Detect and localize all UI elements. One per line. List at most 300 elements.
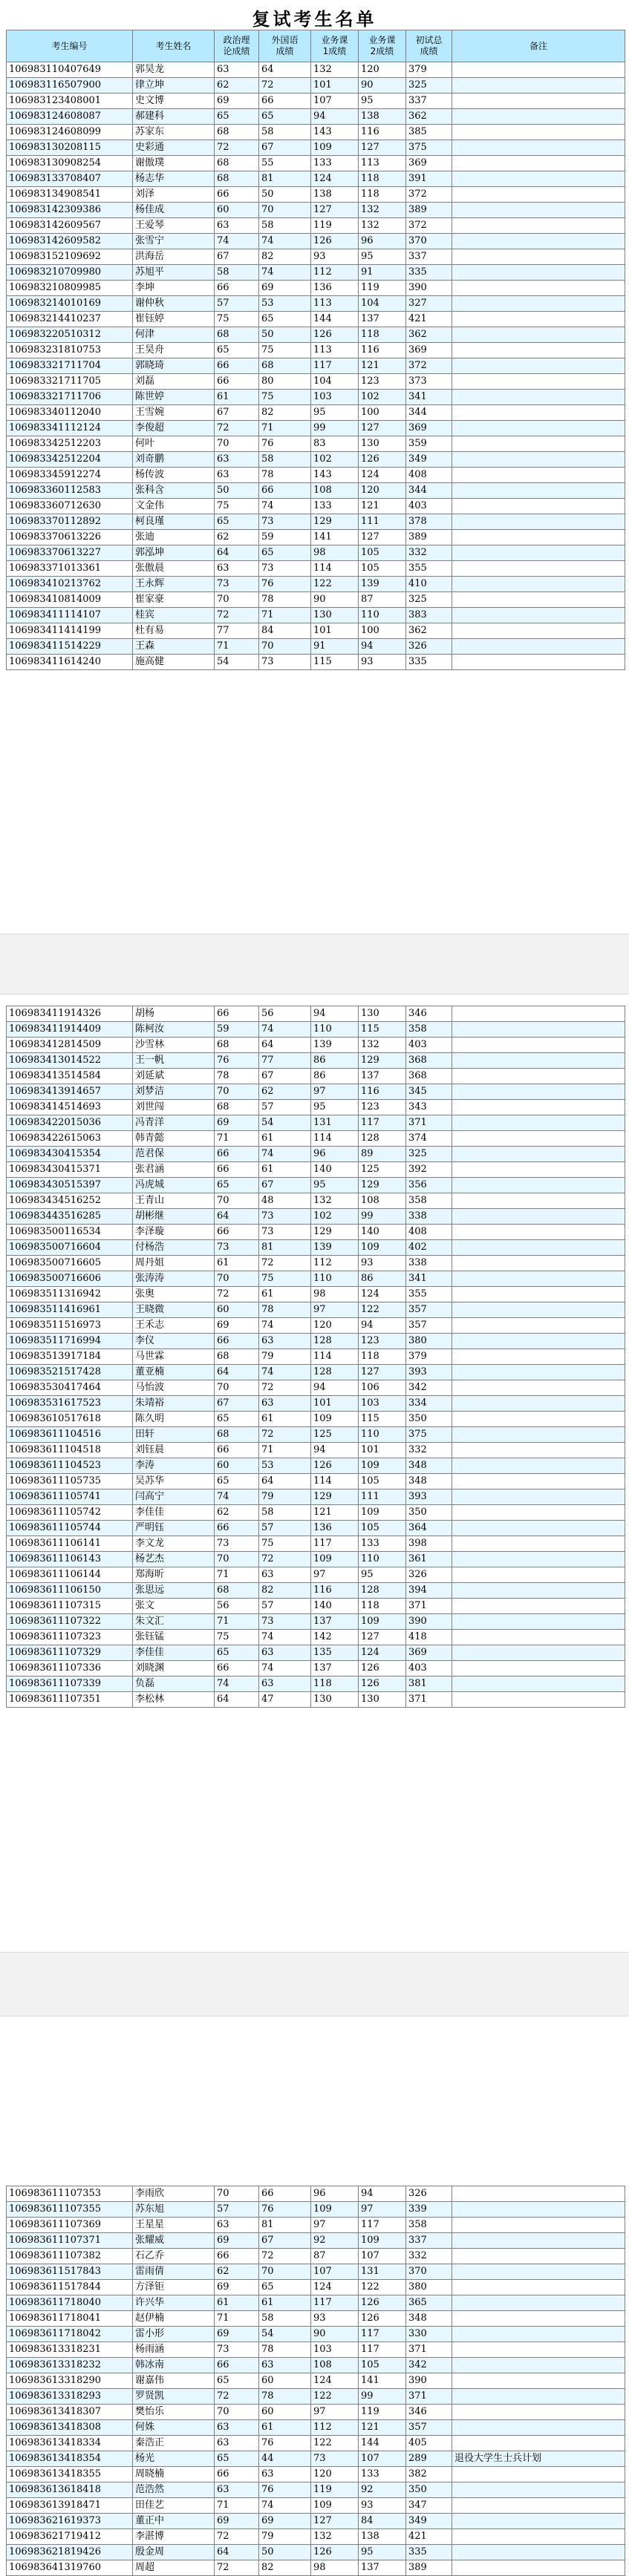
candidate-name: 谢仲秋	[133, 296, 215, 312]
total-score: 362	[406, 623, 452, 639]
total-score: 393	[406, 1365, 452, 1380]
course1-score: 127	[311, 2514, 359, 2529]
total-score: 338	[406, 1256, 452, 1271]
remark	[452, 1100, 625, 1115]
candidate-id: 106983110407649	[7, 62, 133, 78]
course2-score: 117	[359, 1115, 406, 1131]
remark	[452, 468, 625, 483]
remark	[452, 1552, 625, 1567]
course1-score: 143	[311, 468, 359, 483]
table-row	[7, 1536, 625, 1552]
politics-score: 71	[215, 1131, 259, 1147]
table-row	[7, 499, 625, 514]
table-page-3	[6, 2186, 625, 2576]
foreign-score: 61	[259, 2420, 311, 2436]
course1-score: 114	[311, 561, 359, 577]
foreign-score: 76	[259, 2482, 311, 2498]
candidate-name: 张科含	[133, 483, 215, 499]
course1-score: 137	[311, 1661, 359, 1677]
course1-score: 136	[311, 1521, 359, 1536]
remark	[452, 2482, 625, 2498]
course1-score: 96	[311, 2186, 359, 2202]
total-score: 362	[406, 327, 452, 343]
foreign-score: 74	[259, 1365, 311, 1380]
total-score: 372	[406, 358, 452, 374]
table-row	[7, 2311, 625, 2327]
total-score: 350	[406, 2482, 452, 2498]
politics-score: 69	[215, 2233, 259, 2249]
candidate-name: 董正中	[133, 2514, 215, 2529]
foreign-score: 79	[259, 2529, 311, 2545]
total-score: 332	[406, 2249, 452, 2264]
remark	[452, 2529, 625, 2545]
candidate-id: 106983521517428	[7, 1365, 133, 1380]
candidate-id: 106983621719412	[7, 2529, 133, 2545]
total-score: 325	[406, 1147, 452, 1162]
politics-score: 61	[215, 390, 259, 405]
total-score: 368	[406, 1069, 452, 1084]
foreign-score: 57	[259, 1100, 311, 1115]
course1-score: 97	[311, 1567, 359, 1583]
remark	[452, 2342, 625, 2358]
table-row	[7, 405, 625, 421]
politics-score: 63	[215, 452, 259, 468]
candidate-name: 李佳佳	[133, 1505, 215, 1521]
candidate-name: 陈柯汝	[133, 1022, 215, 1038]
politics-score: 57	[215, 296, 259, 312]
course1-score: 120	[311, 2467, 359, 2482]
candidate-name: 崔家豪	[133, 592, 215, 608]
candidate-id: 106983130208115	[7, 140, 133, 156]
table-row	[7, 140, 625, 156]
candidate-id: 106983321711705	[7, 374, 133, 390]
politics-score: 72	[215, 2560, 259, 2576]
remark	[452, 1022, 625, 1038]
total-score: 391	[406, 171, 452, 187]
course2-score: 105	[359, 1474, 406, 1489]
candidate-id: 106983611517843	[7, 2264, 133, 2280]
foreign-score: 73	[259, 655, 311, 670]
politics-score: 68	[215, 156, 259, 171]
course1-score: 117	[311, 2295, 359, 2311]
candidate-id: 106983611106150	[7, 1583, 133, 1599]
candidate-name: 田佳艺	[133, 2498, 215, 2514]
candidate-name: 马世霖	[133, 1349, 215, 1365]
course2-score: 116	[359, 1084, 406, 1100]
total-score: 361	[406, 1552, 452, 1567]
course1-score: 97	[311, 2218, 359, 2233]
course1-score: 122	[311, 577, 359, 592]
remark	[452, 1567, 625, 1583]
politics-score: 73	[215, 577, 259, 592]
table-row	[7, 1552, 625, 1567]
course2-score: 118	[359, 171, 406, 187]
candidate-name: 柯良瑾	[133, 514, 215, 530]
total-score: 350	[406, 1412, 452, 1427]
politics-score: 69	[215, 94, 259, 109]
table-page-2	[6, 1006, 625, 1708]
total-score: 335	[406, 655, 452, 670]
foreign-score: 81	[259, 1240, 311, 1256]
foreign-score: 76	[259, 436, 311, 452]
foreign-score: 76	[259, 2202, 311, 2218]
course1-score: 133	[311, 156, 359, 171]
candidate-name: 周晓楠	[133, 2467, 215, 2482]
remark	[452, 592, 625, 608]
foreign-score: 74	[259, 1661, 311, 1677]
candidate-id: 106983124608099	[7, 125, 133, 140]
course1-score: 124	[311, 171, 359, 187]
course2-score: 128	[359, 1131, 406, 1147]
course2-score: 129	[359, 1053, 406, 1069]
foreign-score: 67	[259, 1069, 311, 1084]
course2-score: 102	[359, 390, 406, 405]
foreign-score: 66	[259, 2186, 311, 2202]
candidate-id: 106983130908254	[7, 156, 133, 171]
candidate-id: 106983414514693	[7, 1100, 133, 1115]
candidate-name: 刘世闯	[133, 1100, 215, 1115]
candidate-id: 106983422615063	[7, 1131, 133, 1147]
candidate-name: 苏家东	[133, 125, 215, 140]
politics-score: 78	[215, 1069, 259, 1084]
remark	[452, 1412, 625, 1427]
course1-score: 122	[311, 2436, 359, 2451]
table-row	[7, 78, 625, 94]
foreign-score: 56	[259, 1006, 311, 1022]
course1-score: 116	[311, 1583, 359, 1599]
remark	[452, 1053, 625, 1069]
remark	[452, 1256, 625, 1271]
politics-score: 66	[215, 1147, 259, 1162]
foreign-score: 54	[259, 1115, 311, 1131]
course1-score: 132	[311, 1193, 359, 1209]
course2-score: 138	[359, 2529, 406, 2545]
course1-score: 109	[311, 2498, 359, 2514]
table-row	[7, 1661, 625, 1677]
total-score: 371	[406, 1115, 452, 1131]
remark	[452, 94, 625, 109]
table-row	[7, 1458, 625, 1474]
total-score: 356	[406, 1178, 452, 1193]
candidate-name: 郭泓坤	[133, 545, 215, 561]
foreign-score: 57	[259, 1599, 311, 1614]
politics-score: 65	[215, 1178, 259, 1193]
course1-score: 97	[311, 1084, 359, 1100]
course1-score: 141	[311, 530, 359, 545]
table-row	[7, 2342, 625, 2358]
candidate-name: 张雪宁	[133, 234, 215, 249]
candidate-name: 张钰锰	[133, 1630, 215, 1645]
politics-score: 71	[215, 639, 259, 655]
table-page-1	[6, 30, 625, 670]
remark	[452, 1271, 625, 1287]
course1-score: 104	[311, 374, 359, 390]
remark	[452, 2420, 625, 2436]
course1-score: 73	[311, 2451, 359, 2467]
politics-score: 65	[215, 109, 259, 125]
course1-score: 119	[311, 2482, 359, 2498]
candidate-name: 张奥	[133, 1287, 215, 1302]
candidate-name: 王雪婉	[133, 405, 215, 421]
candidate-id: 106983116507900	[7, 78, 133, 94]
foreign-score: 73	[259, 561, 311, 577]
total-score: 402	[406, 1240, 452, 1256]
candidate-name: 周丹姐	[133, 1256, 215, 1271]
candidate-id: 106983231810753	[7, 343, 133, 358]
foreign-score: 72	[259, 1552, 311, 1567]
remark	[452, 1287, 625, 1302]
course1-score: 122	[311, 2389, 359, 2405]
candidate-id: 106983611106143	[7, 1552, 133, 1567]
candidate-id: 106983340112040	[7, 405, 133, 421]
foreign-score: 82	[259, 405, 311, 421]
table-row	[7, 530, 625, 545]
candidate-name: 郭昊龙	[133, 62, 215, 78]
candidate-name: 李俊超	[133, 421, 215, 436]
candidate-name: 陈世婷	[133, 390, 215, 405]
candidate-id: 106983511716994	[7, 1334, 133, 1349]
candidate-id: 106983342512204	[7, 452, 133, 468]
foreign-score: 64	[259, 1038, 311, 1053]
course2-score: 120	[359, 483, 406, 499]
candidate-name: 刘奇鹏	[133, 452, 215, 468]
table-row	[7, 1692, 625, 1708]
politics-score: 62	[215, 2264, 259, 2280]
course2-score: 132	[359, 218, 406, 234]
remark	[452, 1209, 625, 1225]
course2-score: 118	[359, 187, 406, 203]
candidate-id: 106983124608087	[7, 109, 133, 125]
candidate-id: 106983611107323	[7, 1630, 133, 1645]
table-row	[7, 1069, 625, 1084]
course1-score: 95	[311, 405, 359, 421]
total-score: 390	[406, 1614, 452, 1630]
table-row	[7, 2482, 625, 2498]
politics-score: 67	[215, 1396, 259, 1412]
candidate-id: 106983133708407	[7, 171, 133, 187]
candidate-name: 殷金周	[133, 2545, 215, 2560]
table-row	[7, 265, 625, 281]
course1-score: 117	[311, 1536, 359, 1552]
table-row	[7, 2327, 625, 2342]
total-score: 335	[406, 2545, 452, 2560]
politics-score: 77	[215, 623, 259, 639]
candidate-id: 106983611107336	[7, 1661, 133, 1677]
politics-score: 64	[215, 1692, 259, 1708]
foreign-score: 67	[259, 2233, 311, 2249]
foreign-score: 82	[259, 1583, 311, 1599]
remark	[452, 187, 625, 203]
course2-score: 96	[359, 234, 406, 249]
remark	[452, 2233, 625, 2249]
candidate-id: 106983411914326	[7, 1006, 133, 1022]
course2-score: 110	[359, 1552, 406, 1567]
course2-score: 130	[359, 1006, 406, 1022]
candidate-name: 郑海昕	[133, 1567, 215, 1583]
total-score: 344	[406, 483, 452, 499]
politics-score: 71	[215, 2311, 259, 2327]
course1-score: 140	[311, 1162, 359, 1178]
candidate-name: 李佳佳	[133, 1645, 215, 1661]
politics-score: 66	[215, 281, 259, 296]
candidate-id: 106983611107315	[7, 1599, 133, 1614]
candidate-name: 杜有易	[133, 623, 215, 639]
table-row	[7, 2358, 625, 2373]
course2-score: 95	[359, 249, 406, 265]
course2-score: 137	[359, 1069, 406, 1084]
foreign-score: 67	[259, 140, 311, 156]
course2-score: 119	[359, 2405, 406, 2420]
course1-score: 129	[311, 1489, 359, 1505]
foreign-score: 74	[259, 1147, 311, 1162]
course1-score: 95	[311, 1100, 359, 1115]
politics-score: 69	[215, 2280, 259, 2295]
course1-score: 130	[311, 1692, 359, 1708]
remark	[452, 1147, 625, 1162]
politics-score: 65	[215, 1474, 259, 1489]
course1-score: 112	[311, 1256, 359, 1271]
politics-score: 54	[215, 655, 259, 670]
remark	[452, 78, 625, 94]
course2-score: 113	[359, 156, 406, 171]
course1-score: 124	[311, 2280, 359, 2295]
table-row	[7, 1193, 625, 1209]
foreign-score: 72	[259, 1256, 311, 1271]
candidate-name: 史彩通	[133, 140, 215, 156]
candidate-id: 106983430415371	[7, 1162, 133, 1178]
course1-score: 114	[311, 1131, 359, 1147]
total-score: 421	[406, 2529, 452, 2545]
course2-score: 133	[359, 1536, 406, 1552]
politics-score: 72	[215, 2389, 259, 2405]
course1-score: 94	[311, 1006, 359, 1022]
course1-score: 108	[311, 2358, 359, 2373]
candidate-id: 106983611718042	[7, 2327, 133, 2342]
foreign-score: 61	[259, 1287, 311, 1302]
total-score: 394	[406, 1583, 452, 1599]
candidate-name: 谢傲璞	[133, 156, 215, 171]
table-row	[7, 2420, 625, 2436]
remark	[452, 281, 625, 296]
course1-score: 90	[311, 2327, 359, 2342]
table-row	[7, 296, 625, 312]
course1-score: 129	[311, 514, 359, 530]
candidate-name: 刘梦洁	[133, 1084, 215, 1100]
total-score: 405	[406, 2436, 452, 2451]
remark	[452, 234, 625, 249]
course2-score: 116	[359, 125, 406, 140]
table-row	[7, 483, 625, 499]
remark	[452, 62, 625, 78]
candidate-id: 106983422015036	[7, 1115, 133, 1131]
candidate-id: 106983611105742	[7, 1505, 133, 1521]
course2-score: 118	[359, 327, 406, 343]
candidate-name: 陈久明	[133, 1412, 215, 1427]
politics-score: 68	[215, 125, 259, 140]
politics-score: 64	[215, 1209, 259, 1225]
candidate-name: 谢嘉伟	[133, 2373, 215, 2389]
remark	[452, 499, 625, 514]
remark	[452, 1645, 625, 1661]
politics-score: 68	[215, 1583, 259, 1599]
course2-score: 109	[359, 2233, 406, 2249]
remark	[452, 265, 625, 281]
candidate-id: 106983611105741	[7, 1489, 133, 1505]
total-score: 334	[406, 1396, 452, 1412]
candidate-id: 106983360112583	[7, 483, 133, 499]
course1-score: 131	[311, 1115, 359, 1131]
foreign-score: 78	[259, 2342, 311, 2358]
candidate-id: 106983214010169	[7, 296, 133, 312]
candidate-id: 106983613418355	[7, 2467, 133, 2482]
candidate-id: 106983142609567	[7, 218, 133, 234]
foreign-score: 73	[259, 1225, 311, 1240]
foreign-score: 44	[259, 2451, 311, 2467]
course2-score: 89	[359, 1147, 406, 1162]
politics-score: 59	[215, 1022, 259, 1038]
foreign-score: 65	[259, 312, 311, 327]
foreign-score: 79	[259, 1489, 311, 1505]
table-row	[7, 1645, 625, 1661]
politics-score: 70	[215, 592, 259, 608]
table-row	[7, 125, 625, 140]
course1-score: 90	[311, 592, 359, 608]
course2-score: 110	[359, 608, 406, 623]
total-score: 326	[406, 639, 452, 655]
table-row	[7, 2467, 625, 2482]
table-row	[7, 2405, 625, 2420]
candidate-id: 106983411414199	[7, 623, 133, 639]
course1-score: 113	[311, 296, 359, 312]
table-row	[7, 1412, 625, 1427]
header-id: 考生编号	[7, 30, 133, 62]
candidate-name: 杨志华	[133, 171, 215, 187]
remark	[452, 421, 625, 436]
candidate-name: 王晓微	[133, 1302, 215, 1318]
politics-score: 73	[215, 1536, 259, 1552]
total-score: 410	[406, 577, 452, 592]
course2-score: 109	[359, 1458, 406, 1474]
politics-score: 61	[215, 2295, 259, 2311]
candidate-table	[6, 1006, 625, 1708]
course2-score: 119	[359, 281, 406, 296]
course2-score: 120	[359, 62, 406, 78]
course1-score: 115	[311, 655, 359, 670]
remark	[452, 2436, 625, 2451]
table-row	[7, 94, 625, 109]
candidate-name: 杨艺杰	[133, 1552, 215, 1567]
course2-score: 130	[359, 436, 406, 452]
remark	[452, 1131, 625, 1147]
politics-score: 63	[215, 561, 259, 577]
candidate-name: 王一帆	[133, 1053, 215, 1069]
remark	[452, 2389, 625, 2405]
foreign-score: 61	[259, 1412, 311, 1427]
course2-score: 123	[359, 374, 406, 390]
course1-score: 124	[311, 2373, 359, 2389]
politics-score: 68	[215, 1427, 259, 1443]
total-score: 355	[406, 1287, 452, 1302]
course2-score: 103	[359, 1396, 406, 1412]
table-row	[7, 187, 625, 203]
foreign-score: 58	[259, 125, 311, 140]
table-row	[7, 2436, 625, 2451]
total-score: 378	[406, 514, 452, 530]
candidate-id: 106983321711706	[7, 390, 133, 405]
total-score: 370	[406, 234, 452, 249]
header-politics: 政治理 论成绩	[215, 30, 259, 62]
table-row	[7, 2514, 625, 2529]
